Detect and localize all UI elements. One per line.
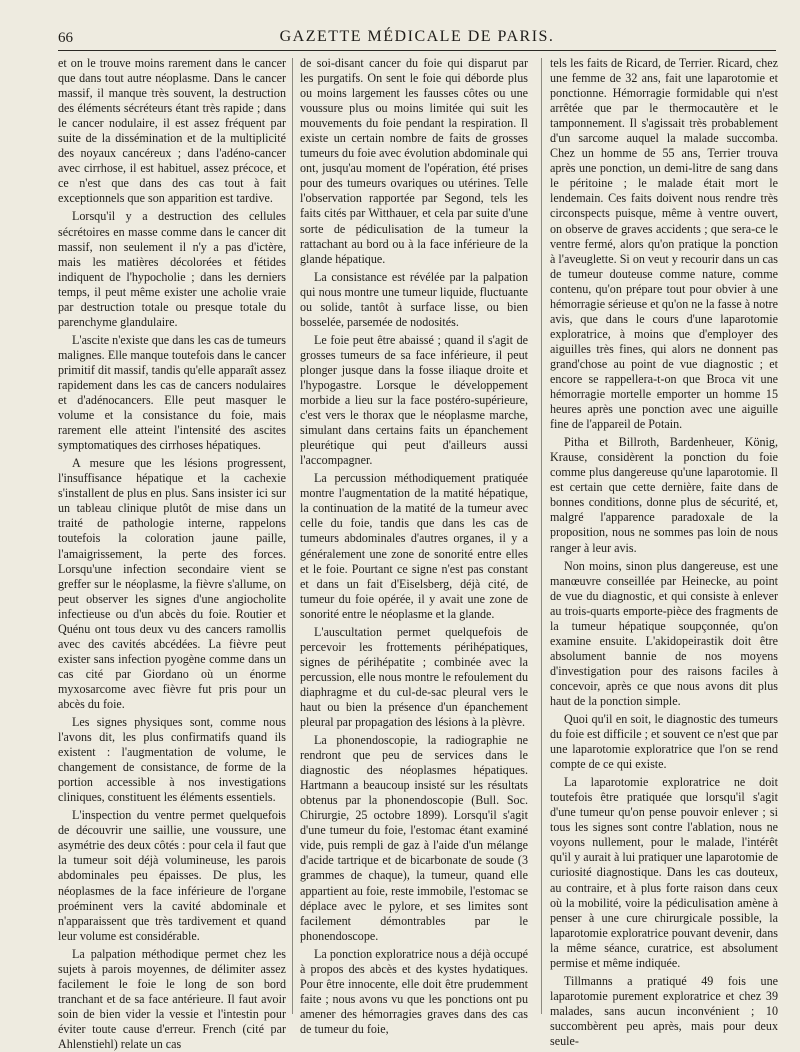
paragraph: A mesure que les lésions progressent, l'insuffisance hépatique et la cachexie s'installent de plus en plus. Sans insister ici sur un tableau clinique plutôt de mise dans un traité de pathologie interne, rappelons toutefois la coloration jaune paille, l'amaigrissement, la perte des forces. Lorsqu'une infection secondaire vient se greffer sur le néoplasme, la fièvre s'allume, on peut observer les signes d'une angiocholite infectieuse ou d'un abcès du foie. Routier et Quénu ont tous deux vu des cancers ramollis avec des cavités abcédées. La fièvre peut exister sans infection pyogène comme dans un cas cité par Giordano où un énorme myxosarcome avec fièvre fut pris pour un abcès du foie.	[58, 456, 286, 711]
text-column-right	[550, 56, 778, 1048]
paragraph: La palpation méthodique permet chez les sujets à parois moyennes, de délimiter assez facilement le foie le long de son bord tranchant et de sa face antérieure. Il faut avoir soin de bien vider la vessie et l'intestin pour éviter toute cause d'erreur. French (cité par Ahlenstiehl) relate un cas	[58, 946, 286, 1051]
paragraph: L'ascite n'existe que dans les cas de tumeurs malignes. Elle manque toutefois dans le cancer primitif dit massif, tandis qu'elle apparaît assez rapidement dans les cas de cancers nodulaires et d'adénocancers. Elle peut masquer le volume et la consistance du foie, mais rarement elle atteint l'intensité des ascites symptomatiques des cirrhoses hépatiques.	[58, 332, 286, 453]
paragraph: La percussion méthodiquement pratiquée montre l'augmentation de la matité hépatique, la continuation de la matité de la tumeur avec celle du foie, tandis que dans les cas de tumeurs abdominales d'autres organes, il y a généralement une zone de sonorité entre elles et le foie. Pourtant ce signe n'est pas constant et dans un fait d'Eiselsberg, déjà cité, de tumeur du foie opérée, il y avait une zone de sonorité entre le néoplasme et la glande.	[300, 471, 528, 621]
paragraph: La consistance est révélée par la palpation qui nous montre une tumeur liquide, fluctuante ou solide, tantôt à surface lisse, ou bien bosselée, parsemée de nodosités.	[300, 269, 528, 329]
page-number: 66	[58, 30, 73, 46]
paragraph: Les signes physiques sont, comme nous l'avons dit, les plus confirmatifs quand ils existent : l'augmentation de volume, le changement de consistance, de forme de la portion accessible à nos investigations cliniques, constituent les éléments essentiels.	[58, 715, 286, 805]
journal-title: GAZETTE MÉDICALE DE PARIS.	[279, 28, 555, 45]
paragraph: La laparotomie exploratrice ne doit toutefois être pratiquée que lorsqu'il s'agit d'une tumeur qu'on pense pouvoir enlever ; si tous les signes sont contre l'ablation, nous ne voyons nullement, pour le malade, l'intérêt qu'il y aurait à lui pratiquer une laparotomie de curiosité diagnostique. Dans les cas douteux, au contraire, et à plus forte raison dans ceux où la mobilité, voire la pédiculisation amène à penser à une cure chirurgicale possible, la laparotomie exploratrice pouvant devenir, dans la même séance, curatrice, est absolument permise et même indiquée.	[550, 775, 778, 970]
paragraph: L'auscultation permet quelquefois de percevoir les frottements périhépatiques, signes de périhépatite ; combinée avec la percussion, elle nous montre le refoulement du diaphragme et du cul-de-sac pleural vers le haut ou bien la présence d'un épanchement pleural par propagation des lésions à la plèvre.	[300, 624, 528, 730]
paragraph: Pitha et Billroth, Bardenheuer, König, Krause, considèrent la ponction du foie comme plus dangereuse qu'une laparotomie. Il est certain que cette dernière, faite dans de bonnes conditions, donne plus de sécurité, et, malgré l'apparence paradoxale de la proposition, nous ne sommes pas loin de nous ranger à leur avis.	[550, 435, 778, 555]
paragraph: Le foie peut être abaissé ; quand il s'agit de grosses tumeurs de sa face inférieure, il peut plonger jusque dans la fosse iliaque droite et l'hypogastre. Lorsque le développement morbide a lieu sur la face postéro-supérieure, c'est vers le thorax que le néoplasme marche, simulant dans certains faits un épanchement pleurétique qui peut d'ailleurs aussi l'accompagner.	[300, 332, 528, 468]
paragraph: et on le trouve moins rarement dans le cancer que dans tout autre néoplasme. Dans le cancer massif, il manque très souvent, la destruction des éléments sécréteurs étant très rapide ; dans le cancer nodulaire, il est assez fréquent par suite de la dissémination et de la multiplicité des noyaux cancéreux ; dans l'adéno-cancer avec cirrhose, il est habituel, assez précoce, et ce n'est que dans des cas tout à fait exceptionnels que son apparition est tardive.	[58, 56, 286, 206]
text-column-middle	[300, 56, 528, 1036]
paragraph: Quoi qu'il en soit, le diagnostic des tumeurs du foie est difficile ; et souvent ce n'est que par une laparotomie exploratrice que l'on se rend compte de ce qui existe.	[550, 712, 778, 772]
paragraph: La phonendoscopie, la radiographie ne rendront que peu de services dans le diagnostic des néoplasmes hépatiques. Hartmann a beaucoup insisté sur les résultats obtenus par la phonendoscopie (Bull. Soc. Chirurgie, 25 octobre 1899). Lorsqu'il s'agit d'une tumeur du foie, l'estomac étant examiné vide, puis rempli de gaz à l'aide d'un mélange d'acide tartrique et de bicarbonate de soude (3 grammes de chaque), la tumeur, quand elle appartient au foie, reste immobile, l'estomac se déplace avec le pylore, et ses limites sont facilement démontrables par le phonendoscope.	[300, 733, 528, 943]
paragraph: La ponction exploratrice nous a déjà occupé à propos des abcès et des kystes hydatiques. Pour être innocente, elle doit être prudemment faite ; nous avons vu que les ponctions ont pu amener des hémorragies graves dans des cas de tumeur du foie,	[300, 946, 528, 1036]
paragraph: Tillmanns a pratiqué 49 fois une laparotomie purement exploratrice et chez 39 malades, sans aucun inconvénient ; 10 succombèrent peu après, mais pour deux seule-	[550, 973, 778, 1048]
page-header	[58, 26, 776, 50]
paragraph: Lorsqu'il y a destruction des cellules sécrétoires en masse comme dans le cancer dit massif, non seulement il n'y a pas d'ictère, mais les matières décolorées et fétides indiquent de l'hypocholie ; dans les derniers temps, il peut même exister une acholie vraie par destruction totale ou presque totale du parenchyme glandulaire.	[58, 209, 286, 329]
header-rule	[58, 50, 776, 51]
paragraph: de soi-disant cancer du foie qui disparut par les purgatifs. On sent le foie qui déborde plus ou moins largement les fausses côtes ou une voussure plus ou moins limitée qui suit les mouvements du foie pendant la respiration. Il existe un certain nombre de faits de grosses tumeurs du foie avec évolution abdominale qui ont, jusqu'au moment de l'opération, été prises pour des tumeurs ovariques ou utérines. Telle l'observation rapportée par Segond, tels les faits cités par Witthauer, et cela par suite d'une sorte de pédiculisation de la tumeur la rattachant au bord ou à la face inférieure de la glande hépatique.	[300, 56, 528, 266]
paragraph: Non moins, sinon plus dangereuse, est une manœuvre conseillée par Heinecke, au point de vue du diagnostic, et qui consiste à enlever au trois-quarts emporte-pièce des fragments de la tumeur hépatique soupçonnée, qu'on examine ensuite. L'akidopeirastik doit être absolument bannie de nos moyens d'investigation pour des raisons faciles à concevoir, après ce que nous avons dit plus haut de la ponction simple.	[550, 558, 778, 708]
column-divider	[541, 58, 542, 1014]
text-column-left	[58, 56, 286, 1051]
paragraph: tels les faits de Ricard, de Terrier. Ricard, chez une femme de 32 ans, fait une laparotomie et ponctionne. Hémorragie formidable qui n'est arrêtée que par le thermocautère et le tamponnement. Il s'agissait très probablement d'un sarcome auquel la malade succomba. Chez un homme de 55 ans, Terrier trouva après une ponction, un demi-litre de sang dans le péritoine ; le malade était mort le lendemain. Ces faits doivent nous rendre très circonspects puisque, même à ventre ouvert, on observe de graves accidents ; que sera-ce le ventre fermé, alors qu'on pratique la ponction à l'aveuglette. Si on veut y recourir dans un cas de tumeur douteuse comme nature, comme contenu, qu'on prépare tout pour obvier à une hémorragie sérieuse et qu'on ne la fasse à notre avis, que dans le cours d'une laparotomie exploratrice, à moins que d'employer des aiguilles très fines, qui alors ne donnent pas grand'chose au point de vue diagnostic ; et encore se rappellera-t-on que Broca vit une hémorragie mortelle emporter un homme 15 heures après une ponction avec une aiguille fine de l'appareil de Potain.	[550, 56, 778, 432]
paragraph: L'inspection du ventre permet quelquefois de découvrir une saillie, une voussure, une asymétrie des deux côtés : pour cela il faut que la tumeur soit déjà volumineuse, les parois abdominales peu épaisses. De plus, les néoplasmes de la face inférieure de l'organe proéminent vers la cavité abdominale et n'apparaissent que très tardivement et quand leur volume est considérable.	[58, 808, 286, 943]
column-divider	[292, 58, 293, 1014]
